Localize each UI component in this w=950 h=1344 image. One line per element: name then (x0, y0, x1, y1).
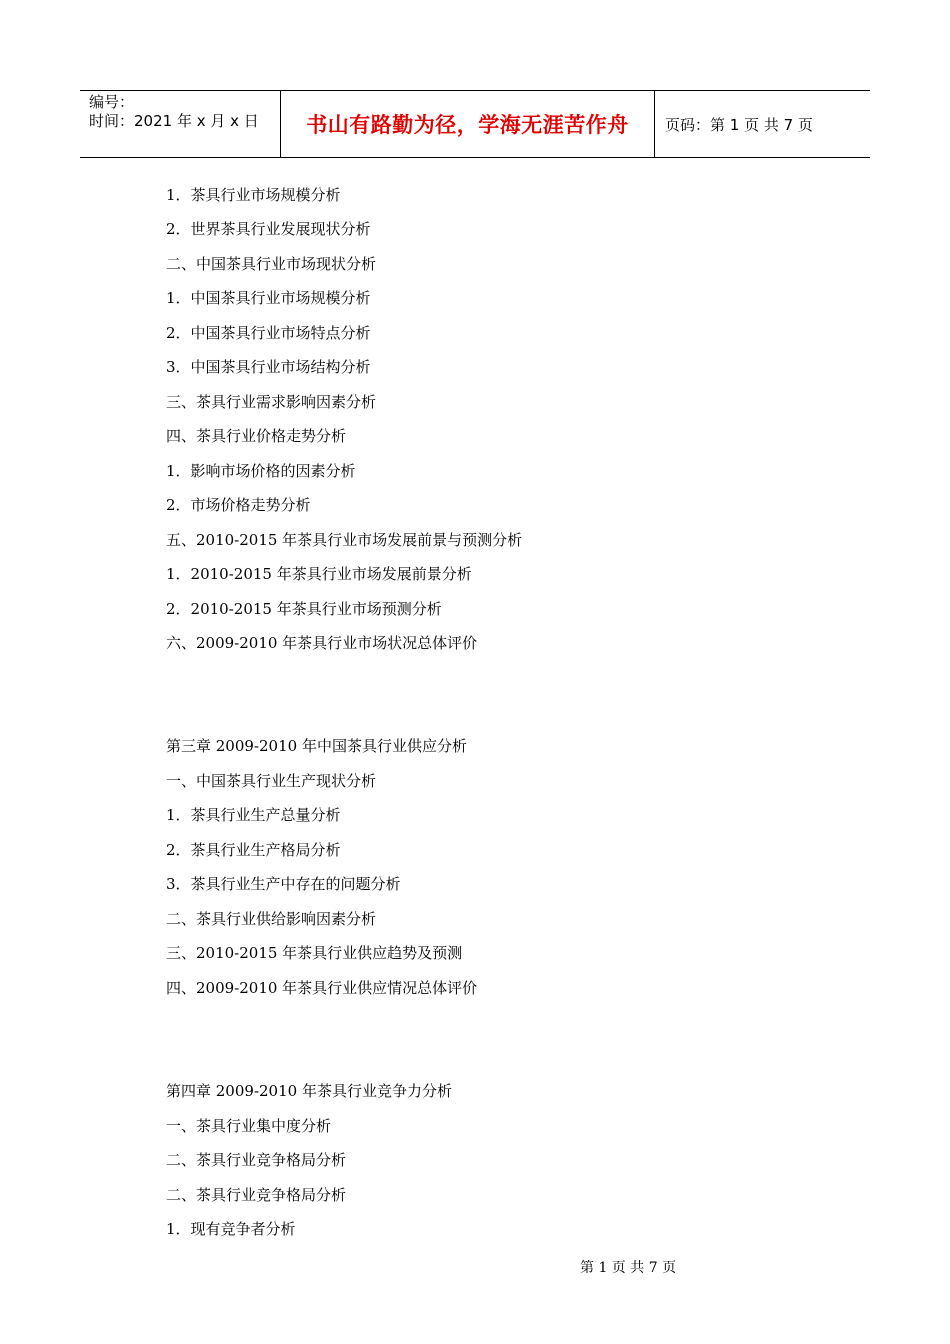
header-meta-cell (80, 91, 281, 157)
toc-entry: 二、茶具行业供给影响因素分析 (166, 910, 377, 928)
toc-entry: 二、茶具行业竞争格局分析 (166, 1186, 347, 1204)
toc-entry: 五、2010-2015 年茶具行业市场发展前景与预测分析 (166, 531, 523, 549)
toc-entry: 第三章 2009-2010 年中国茶具行业供应分析 (166, 737, 467, 755)
toc-entry: 四、茶具行业价格走势分析 (166, 427, 347, 445)
toc-entry: 二、茶具行业竞争格局分析 (166, 1151, 347, 1169)
toc-entry: 2．2010-2015 年茶具行业市场预测分析 (166, 600, 442, 618)
toc-entry: 2．世界茶具行业发展现状分析 (166, 220, 371, 238)
header-page-info: 页码：第 1 页 共 7 页 (665, 115, 813, 134)
page-header (80, 90, 870, 158)
toc-entry: 1．现有竞争者分析 (166, 1220, 296, 1238)
page-footer: 第 1 页 共 7 页 (580, 1260, 677, 1276)
toc-entry: 一、茶具行业集中度分析 (166, 1117, 332, 1135)
toc-entry: 四、2009-2010 年茶具行业供应情况总体评价 (166, 979, 478, 997)
document-time-label: 时间：2021 年 x 月 x 日 (89, 112, 259, 130)
toc-entry: 六、2009-2010 年茶具行业市场状况总体评价 (166, 634, 478, 652)
toc-entry: 1．茶具行业市场规模分析 (166, 186, 341, 204)
toc-entry: 三、茶具行业需求影响因素分析 (166, 393, 377, 411)
toc-entry: 3．茶具行业生产中存在的问题分析 (166, 875, 401, 893)
toc-entry: 2．中国茶具行业市场特点分析 (166, 324, 371, 342)
toc-entry: 1．2010-2015 年茶具行业市场发展前景分析 (166, 565, 472, 583)
document-number-label: 编号： (89, 93, 135, 111)
toc-entry: 二、中国茶具行业市场现状分析 (166, 255, 377, 273)
toc-entry: 1．中国茶具行业市场规模分析 (166, 289, 371, 307)
header-motto: 书山有路勤为径，学海无涯苦作舟 (281, 91, 655, 157)
toc-entry: 三、2010-2015 年茶具行业供应趋势及预测 (166, 944, 463, 962)
toc-entry: 1．茶具行业生产总量分析 (166, 806, 341, 824)
toc-entry: 1．影响市场价格的因素分析 (166, 462, 356, 480)
toc-entry: 2．市场价格走势分析 (166, 496, 311, 514)
toc-entry: 第四章 2009-2010 年茶具行业竞争力分析 (166, 1082, 452, 1100)
toc-entry: 2．茶具行业生产格局分析 (166, 841, 341, 859)
toc-entry: 3．中国茶具行业市场结构分析 (166, 358, 371, 376)
toc-entry: 一、中国茶具行业生产现状分析 (166, 772, 377, 790)
